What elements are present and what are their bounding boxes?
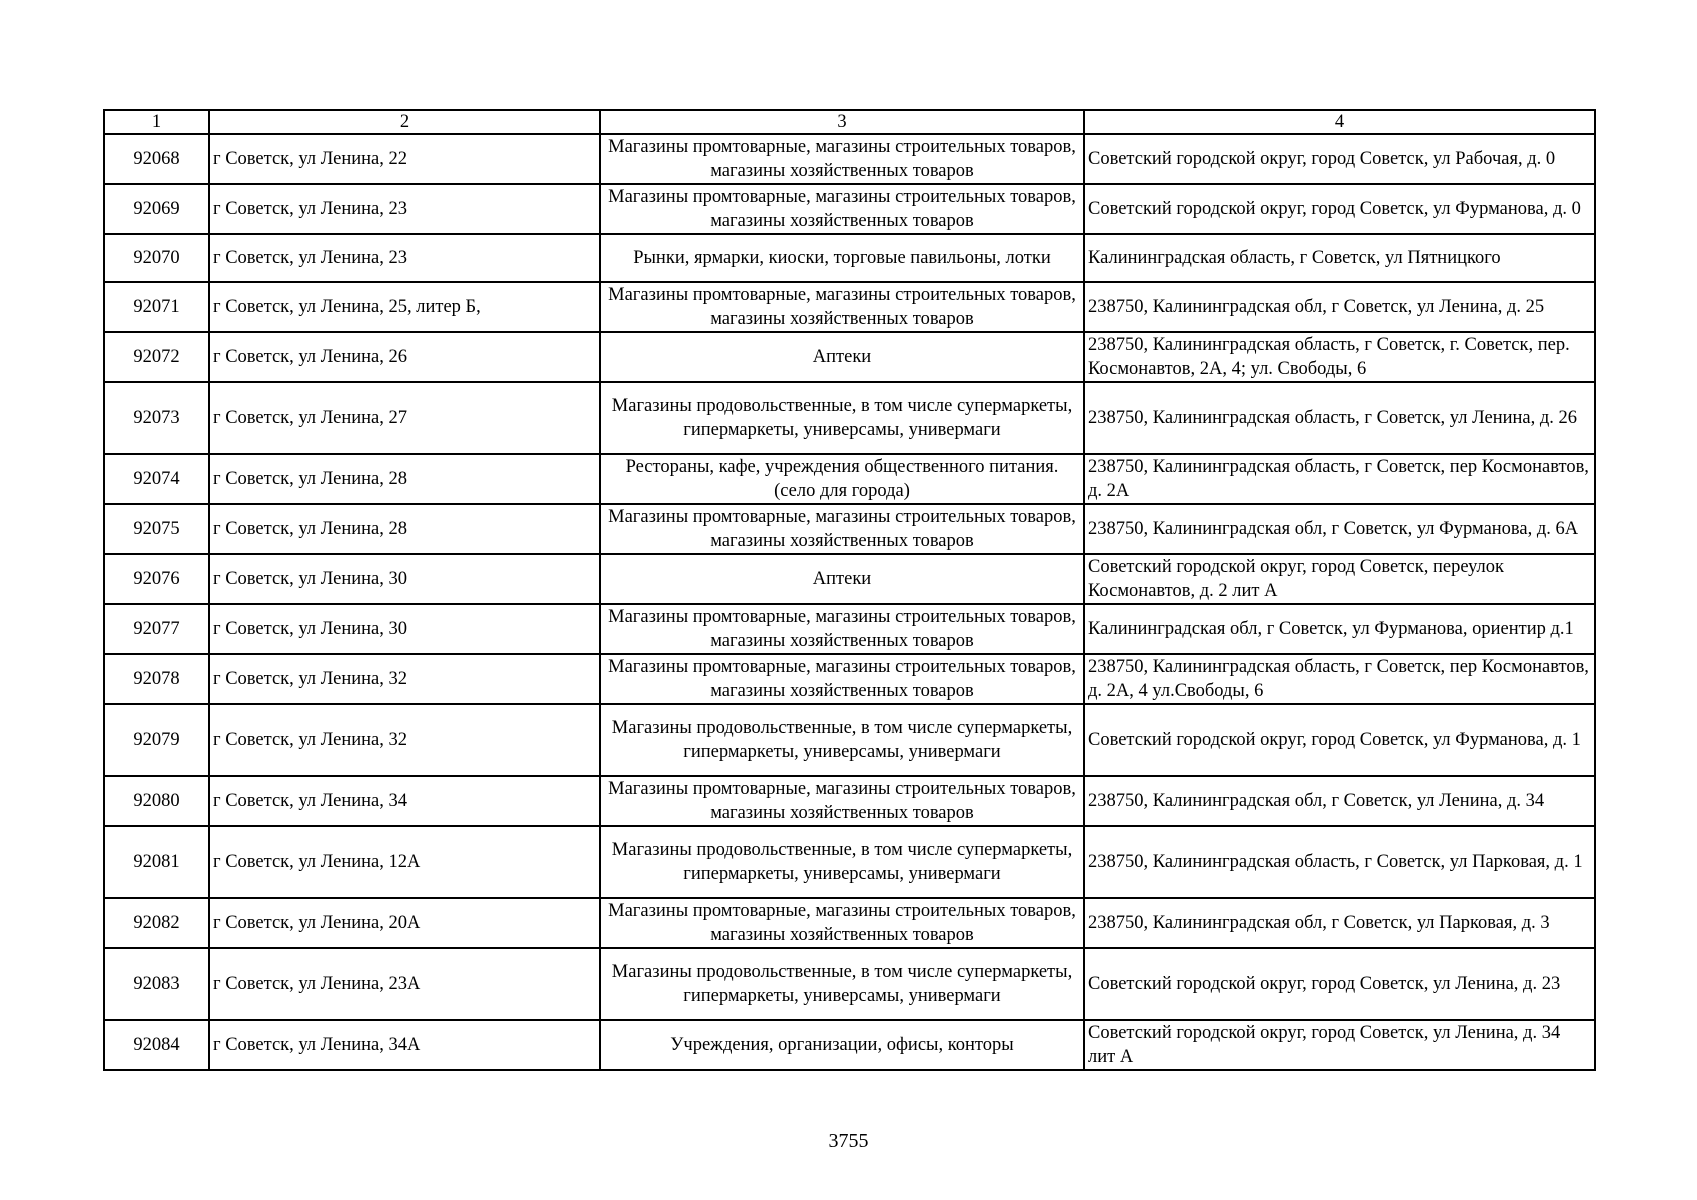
table-row <box>104 948 1595 1020</box>
row-type: Аптеки <box>600 332 1084 382</box>
row-type: Магазины промтоварные, магазины строительных товаров, магазины хозяйственных товаров <box>600 184 1084 234</box>
row-id: 92068 <box>104 134 209 184</box>
row-id: 92083 <box>104 948 209 1020</box>
row-location: Советский городской округ, город Советск, ул Рабочая, д. 0 <box>1084 134 1595 184</box>
table-row <box>104 826 1595 898</box>
row-type: Магазины промтоварные, магазины строительных товаров, магазины хозяйственных товаров <box>600 604 1084 654</box>
row-type: Магазины промтоварные, магазины строительных товаров, магазины хозяйственных товаров <box>600 654 1084 704</box>
row-id: 92077 <box>104 604 209 654</box>
row-type: Магазины продовольственные, в том числе супермаркеты, гипермаркеты, универсамы, универмаги <box>600 948 1084 1020</box>
table-row <box>104 898 1595 948</box>
row-location: Советский городской округ, город Советск, ул Ленина, д. 23 <box>1084 948 1595 1020</box>
row-type: Магазины промтоварные, магазины строительных товаров, магазины хозяйственных товаров <box>600 282 1084 332</box>
row-type: Магазины продовольственные, в том числе супермаркеты, гипермаркеты, универсамы, универмаги <box>600 704 1084 776</box>
row-address: г Советск, ул Ленина, 12А <box>209 826 600 898</box>
column-header-1: 1 <box>104 110 209 134</box>
table-row <box>104 134 1595 184</box>
row-location: Калининградская обл, г Советск, ул Фурманова, ориентир д.1 <box>1084 604 1595 654</box>
row-address: г Советск, ул Ленина, 30 <box>209 604 600 654</box>
row-address: г Советск, ул Ленина, 34А <box>209 1020 600 1070</box>
row-location: 238750, Калининградская область, г Советск, пер Космонавтов, д. 2А <box>1084 454 1595 504</box>
row-id: 92075 <box>104 504 209 554</box>
row-type: Магазины промтоварные, магазины строительных товаров, магазины хозяйственных товаров <box>600 504 1084 554</box>
row-location: 238750, Калининградская обл, г Советск, ул Ленина, д. 34 <box>1084 776 1595 826</box>
row-id: 92082 <box>104 898 209 948</box>
table-row <box>104 1020 1595 1070</box>
row-location: 238750, Калининградская обл, г Советск, ул Фурманова, д. 6А <box>1084 504 1595 554</box>
table-row <box>104 504 1595 554</box>
row-location: 238750, Калининградская область, г Советск, г. Советск, пер. Космонавтов, 2А, 4; ул. Свободы, 6 <box>1084 332 1595 382</box>
row-id: 92074 <box>104 454 209 504</box>
row-location: Советский городской округ, город Советск, ул Ленина, д. 34 лит А <box>1084 1020 1595 1070</box>
row-address: г Советск, ул Ленина, 32 <box>209 654 600 704</box>
row-id: 92076 <box>104 554 209 604</box>
row-location: 238750, Калининградская область, г Советск, пер Космонавтов, д. 2А, 4 ул.Свободы, 6 <box>1084 654 1595 704</box>
row-address: г Советск, ул Ленина, 23 <box>209 234 600 282</box>
row-address: г Советск, ул Ленина, 30 <box>209 554 600 604</box>
registry-table <box>103 109 1596 1071</box>
row-location: Советский городской округ, город Советск, переулок Космонавтов, д. 2 лит А <box>1084 554 1595 604</box>
row-id: 92084 <box>104 1020 209 1070</box>
table-row <box>104 382 1595 454</box>
column-header-2: 2 <box>209 110 600 134</box>
row-id: 92071 <box>104 282 209 332</box>
row-type: Аптеки <box>600 554 1084 604</box>
row-address: г Советск, ул Ленина, 27 <box>209 382 600 454</box>
row-address: г Советск, ул Ленина, 28 <box>209 504 600 554</box>
row-id: 92072 <box>104 332 209 382</box>
table-row <box>104 282 1595 332</box>
row-type: Учреждения, организации, офисы, конторы <box>600 1020 1084 1070</box>
row-type: Магазины продовольственные, в том числе супермаркеты, гипермаркеты, универсамы, универмаги <box>600 382 1084 454</box>
row-address: г Советск, ул Ленина, 23 <box>209 184 600 234</box>
table-header <box>104 110 1595 134</box>
row-id: 92069 <box>104 184 209 234</box>
table-row <box>104 704 1595 776</box>
row-location: Советский городской округ, город Советск, ул Фурманова, д. 1 <box>1084 704 1595 776</box>
row-id: 92078 <box>104 654 209 704</box>
table-row <box>104 654 1595 704</box>
table-row <box>104 604 1595 654</box>
header-row <box>104 110 1595 134</box>
row-id: 92070 <box>104 234 209 282</box>
table-row <box>104 332 1595 382</box>
table-row <box>104 454 1595 504</box>
row-id: 92080 <box>104 776 209 826</box>
row-id: 92081 <box>104 826 209 898</box>
row-location: 238750, Калининградская область, г Советск, ул Ленина, д. 26 <box>1084 382 1595 454</box>
page-number: 3755 <box>828 1130 869 1152</box>
row-address: г Советск, ул Ленина, 26 <box>209 332 600 382</box>
row-id: 92073 <box>104 382 209 454</box>
row-id: 92079 <box>104 704 209 776</box>
table-body <box>104 134 1595 1070</box>
row-type: Магазины продовольственные, в том числе супермаркеты, гипермаркеты, универсамы, универмаги <box>600 826 1084 898</box>
row-location: 238750, Калининградская обл, г Советск, ул Ленина, д. 25 <box>1084 282 1595 332</box>
row-location: Калининградская область, г Советск, ул Пятницкого <box>1084 234 1595 282</box>
row-type: Магазины промтоварные, магазины строительных товаров, магазины хозяйственных товаров <box>600 134 1084 184</box>
row-type: Магазины промтоварные, магазины строительных товаров, магазины хозяйственных товаров <box>600 898 1084 948</box>
row-address: г Советск, ул Ленина, 34 <box>209 776 600 826</box>
table-row <box>104 184 1595 234</box>
table-row <box>104 234 1595 282</box>
row-address: г Советск, ул Ленина, 22 <box>209 134 600 184</box>
row-location: Советский городской округ, город Советск, ул Фурманова, д. 0 <box>1084 184 1595 234</box>
row-address: г Советск, ул Ленина, 23А <box>209 948 600 1020</box>
column-header-4: 4 <box>1084 110 1595 134</box>
row-location: 238750, Калининградская область, г Советск, ул Парковая, д. 1 <box>1084 826 1595 898</box>
row-address: г Советск, ул Ленина, 25, литер Б, <box>209 282 600 332</box>
table-row <box>104 554 1595 604</box>
table-row <box>104 776 1595 826</box>
column-header-3: 3 <box>600 110 1084 134</box>
row-address: г Советск, ул Ленина, 28 <box>209 454 600 504</box>
row-address: г Советск, ул Ленина, 32 <box>209 704 600 776</box>
row-address: г Советск, ул Ленина, 20А <box>209 898 600 948</box>
row-type: Рестораны, кафе, учреждения общественного питания. (село для города) <box>600 454 1084 504</box>
row-type: Магазины промтоварные, магазины строительных товаров, магазины хозяйственных товаров <box>600 776 1084 826</box>
row-type: Рынки, ярмарки, киоски, торговые павильоны, лотки <box>600 234 1084 282</box>
row-location: 238750, Калининградская обл, г Советск, ул Парковая, д. 3 <box>1084 898 1595 948</box>
